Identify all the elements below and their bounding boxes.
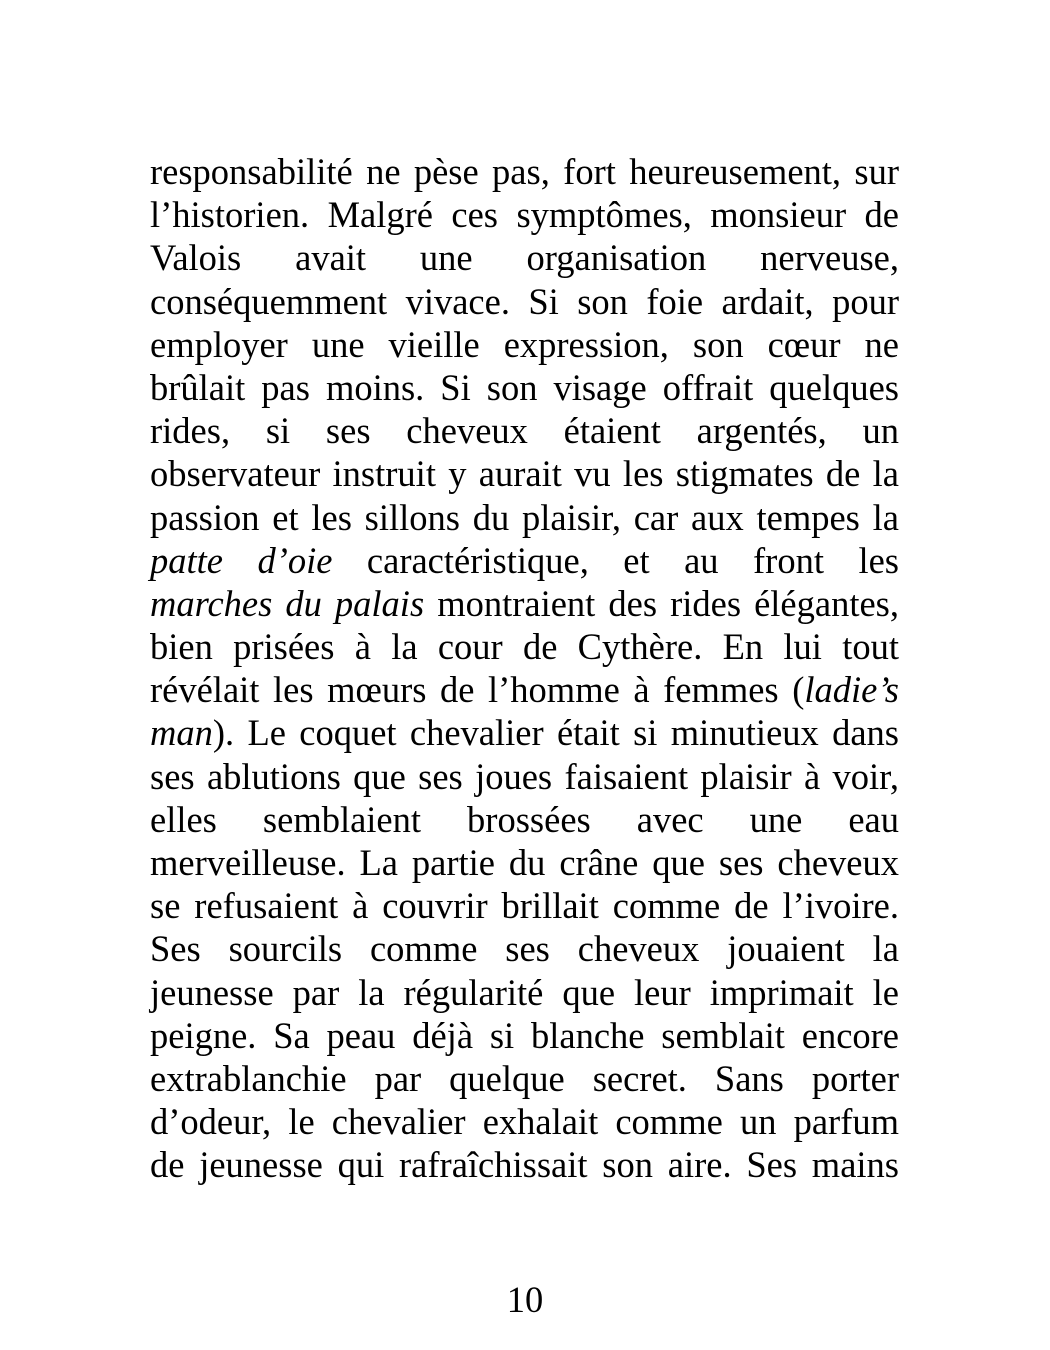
text-run: jeunesse par la régularité que leur imprimait le — [150, 971, 899, 1013]
text-line — [150, 1014, 899, 1057]
text-run: ). Le coquet chevalier était si minutieux dans — [212, 712, 899, 754]
text-line — [150, 366, 899, 409]
text-run: merveilleuse. La partie du crâne que ses cheveux — [150, 842, 899, 883]
text-run: de jeunesse qui rafraîchissait son aire. Ses mains — [150, 1144, 899, 1186]
text-line — [150, 236, 899, 279]
text-run: rides, si ses cheveux étaient argentés, un — [150, 410, 899, 452]
text-line — [150, 452, 899, 495]
text-line — [150, 711, 899, 754]
text-run: peigne. Sa peau déjà si blanche semblait encore — [150, 1014, 899, 1056]
text-run: elles semblaient brossées avec une eau — [150, 798, 899, 840]
text-run: employer une vieille expression, son cœur ne — [150, 323, 899, 365]
text-run: passion et les sillons du plaisir, car aux tempes la — [150, 496, 899, 538]
italic-phrase: man — [150, 712, 213, 754]
text-line — [150, 539, 899, 582]
text-run: Ses sourcils comme ses cheveux jouaient la — [150, 928, 899, 970]
text-run: d’odeur, le chevalier exhalait comme un parfum — [150, 1101, 899, 1143]
text-line — [150, 1057, 899, 1100]
text-run: montraient des rides élégantes, — [424, 582, 899, 624]
text-run: brûlait pas moins. Si son visage offrait quelques — [150, 366, 899, 408]
text-run: se refusaient à couvrir brillait comme de l’ivoire. — [150, 885, 899, 927]
text-line — [150, 798, 899, 841]
text-run: Valois avait une organisation nerveuse, — [150, 237, 899, 279]
text-run: ses ablutions que ses joues faisaient plaisir à voir, — [150, 755, 899, 797]
text-run: caractéristique, et au front les — [332, 539, 899, 581]
text-line — [150, 1100, 899, 1143]
text-run: révélait les mœurs de l’homme à femmes ( — [150, 669, 805, 711]
text-line — [150, 280, 899, 323]
text-line — [150, 668, 899, 711]
body-text — [150, 150, 899, 1187]
text-run: bien prisées à la cour de Cythère. En lui tout — [150, 626, 899, 668]
text-run: conséquemment vivace. Si son foie ardait, pour — [150, 280, 899, 322]
italic-phrase: marches du palais — [150, 582, 425, 624]
text-line — [150, 841, 899, 884]
page-number: 10 — [506, 1279, 544, 1320]
text-line — [150, 625, 899, 668]
text-line — [150, 150, 899, 193]
text-line — [150, 193, 899, 236]
text-run: extrablanchie par quelque secret. Sans porter — [150, 1057, 899, 1099]
text-line — [150, 582, 899, 625]
text-line — [150, 496, 899, 539]
text-run: l’historien. Malgré ces symptômes, monsieur de — [150, 194, 899, 236]
text-run: observateur instruit y aurait vu les stigmates de la — [150, 453, 899, 495]
text-line — [150, 323, 899, 366]
text-line — [150, 927, 899, 970]
text-line — [150, 884, 899, 927]
italic-phrase: patte d’oie — [150, 539, 333, 581]
text-run: responsabilité ne pèse pas, fort heureusement, sur — [150, 151, 899, 192]
text-line — [150, 409, 899, 452]
text-line — [150, 1143, 899, 1186]
text-line — [150, 755, 899, 798]
italic-phrase: ladie’s — [804, 669, 899, 711]
text-line — [150, 971, 899, 1014]
